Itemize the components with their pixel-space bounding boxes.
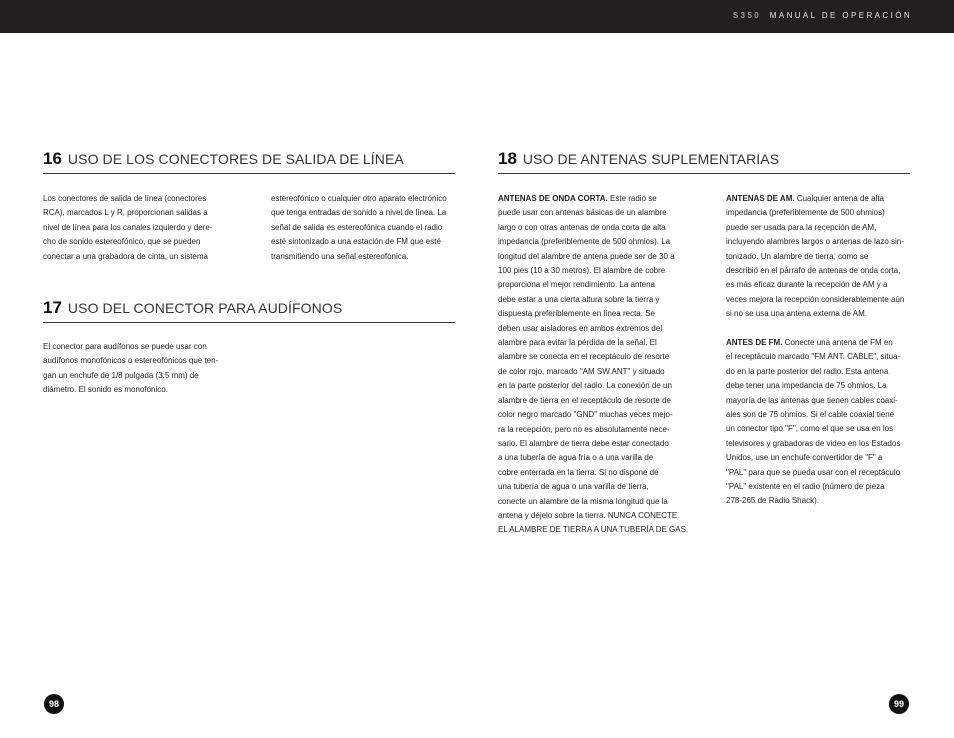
fm-first-line: Conecte una antena de FM en (782, 338, 893, 347)
text-line: debe tener una impedancia de 75 ohmios. La (726, 381, 887, 391)
text-line: largo o con otras antenas de onda corta de alta (498, 222, 666, 232)
text-line: puede ser usada para la recepción de AM, (726, 222, 877, 232)
text-line: en la parte posterior del radio. La conexión de un (498, 381, 672, 391)
text-line: una tubería de agua o una varilla de tierra, (498, 482, 649, 492)
text-line: de color rojo, marcado "AM SW ANT" y situado (498, 366, 665, 376)
text-line (498, 192, 698, 206)
text-line: esté sintonizado a una estación de FM que esté (271, 237, 441, 247)
fm-label: ANTES DE FM. (726, 338, 783, 347)
am-first-line: Cualquier antena de alta (794, 194, 884, 203)
text-line: "PAL" existente en el radio (número de pieza (726, 482, 885, 492)
section-17-heading (43, 298, 455, 323)
text-line: impedancia (preferiblemente de 500 ohmios). La (498, 237, 671, 247)
text-line: Los conectores de salida de línea (conectores (43, 194, 207, 203)
text-line: El conector para audífonos se puede usar con (43, 342, 207, 351)
manual-title: MANUAL DE OPERACIÓN (769, 11, 912, 20)
fm-antenna-paragraph (726, 336, 926, 509)
section-16-number: 16 (43, 149, 62, 168)
text-line: describió en el párrafo de antenas de onda corta, (726, 266, 901, 276)
section-17-title: USO DEL CONECTOR PARA AUDÍFONOS (67, 300, 343, 316)
am-antenna-paragraph (726, 192, 926, 322)
text-line: ales son de 75 ohmios. Si el cable coaxial tiene (726, 410, 895, 420)
text-line: 278-265 de Radio Shack). (726, 496, 819, 506)
text-line: cho de sonido estereofónico, que se pueden (43, 237, 201, 247)
text-line: tonizado. Un alambre de tierra, como se (726, 251, 869, 261)
text-line: audífonos monofónicos o estereofónicos que ten- (43, 356, 219, 366)
text-line: EL ALAMBRE DE TIERRA A UNA TUBERÍA DE GAS. (498, 525, 689, 535)
shortwave-label: ANTENAS DE ONDA CORTA. (498, 194, 608, 203)
text-line (726, 192, 926, 206)
text-line (726, 336, 926, 350)
section-17-body (43, 340, 243, 398)
text-line: conecte un alambre de la misma longitud que la (498, 496, 668, 506)
text-line: es más eficaz durante la recepción de AM y a (726, 280, 888, 290)
model-name: S350 (732, 11, 762, 20)
text-line: estereofónico o cualquier otro aparato electrónico (271, 194, 447, 203)
section-16-title: USO DE LOS CONECTORES DE SALIDA DE LÍNEA (67, 151, 404, 167)
text-line: alambre para evitar la pérdida de la señal. El (498, 338, 657, 348)
shortwave-first-line: Este radio se (607, 194, 657, 203)
top-header-bar (0, 0, 954, 33)
text-line: transmitiendo una señal estereofónica. (271, 251, 409, 261)
text-line: ra la recepción, pero no es absolutamente nece- (498, 424, 670, 434)
text-line: debe estar a una cierta altura sobre la tierra y (498, 294, 660, 304)
text-line: cobre enterrada en la tierra. Si no dispone de (498, 467, 659, 477)
text-line: señal de salida es estereofónica cuando el radio (271, 222, 443, 232)
text-line: gan un enchufe de 1/8 pulgada (3.5 mm) de (43, 370, 199, 380)
text-line: dispuesta preferiblemente en línea recta. Se (498, 309, 655, 319)
text-line: deben usar aisladores en ambos extremos del (498, 323, 663, 333)
text-line: proporciona el mejor rendimiento. La antena (498, 280, 655, 290)
am-label: ANTENAS DE AM. (726, 194, 795, 203)
text-line: puede usar con antenas básicas de un alambre (498, 208, 667, 218)
text-line: Unidos, use un enchufe convertidor de "F" a (726, 453, 883, 463)
text-line: "PAL" para que se pueda usar con el receptáculo (726, 467, 901, 477)
section-16-heading (43, 149, 455, 174)
section-18-number: 18 (498, 149, 517, 168)
section-16-col2 (271, 192, 461, 264)
text-line: do en la parte posterior del radio. Esta antena (726, 366, 889, 376)
text-line: un conector tipo "F", como el que se usa en los (726, 424, 894, 434)
text-line: mayoría de las antenas que tienen cables coaxi- (726, 395, 898, 405)
text-line: incluyendo alambres largos o antenas de lazo sin- (726, 237, 904, 247)
section-17-number: 17 (43, 298, 62, 317)
text-line: antena y déjelo sobre la tierra. NUNCA CONECTE (498, 510, 678, 520)
text-line: longitud del alambre de antena puede ser de 30 a (498, 251, 675, 261)
shortwave-antenna-paragraph (498, 192, 698, 538)
text-line: nivel de línea para los canales izquierdo y dere- (43, 222, 213, 232)
text-line: el receptáculo marcado "FM ANT. CABLE", situa- (726, 352, 901, 362)
text-line: veces mejora la recepción considerablemente aún (726, 294, 905, 304)
section-16-col1 (43, 192, 243, 264)
text-line: RCA), marcados L y R, proporcionan salidas a (43, 208, 208, 218)
text-line: 100 pies (10 a 30 metros). El alambre de cobre (498, 266, 666, 276)
manual-header (733, 11, 912, 20)
text-line: televisores y grabadoras de video en los Estados (726, 438, 901, 448)
text-line: alambre de tierra en el receptáculo de resorte de (498, 395, 671, 405)
page-number-right: 99 (889, 694, 909, 714)
text-line: color negro marcado "GND" muchas veces mejo- (498, 410, 673, 420)
page-number-left: 98 (44, 694, 64, 714)
section-18-title: USO DE ANTENAS SUPLEMENTARIAS (522, 151, 780, 167)
text-line: si no se usa una antena externa de AM. (726, 309, 867, 319)
text-line: alambre se conecta en el receptáculo de resorte (498, 352, 670, 362)
text-line: que tenga entradas de sonido a nivel de línea. La (271, 208, 447, 218)
text-line: conectar a una grabadora de cinta, un sistema (43, 251, 208, 261)
text-line: impedancia (preferiblemente de 500 ohmios) (726, 208, 885, 218)
text-line: diámetro. El sonido es monofónico. (43, 385, 168, 395)
text-line: sario. El alambre de tierra debe estar conectado (498, 438, 669, 448)
text-line: a una tubería de agua fría o a una varilla de (498, 453, 654, 463)
section-18-heading (498, 149, 910, 174)
